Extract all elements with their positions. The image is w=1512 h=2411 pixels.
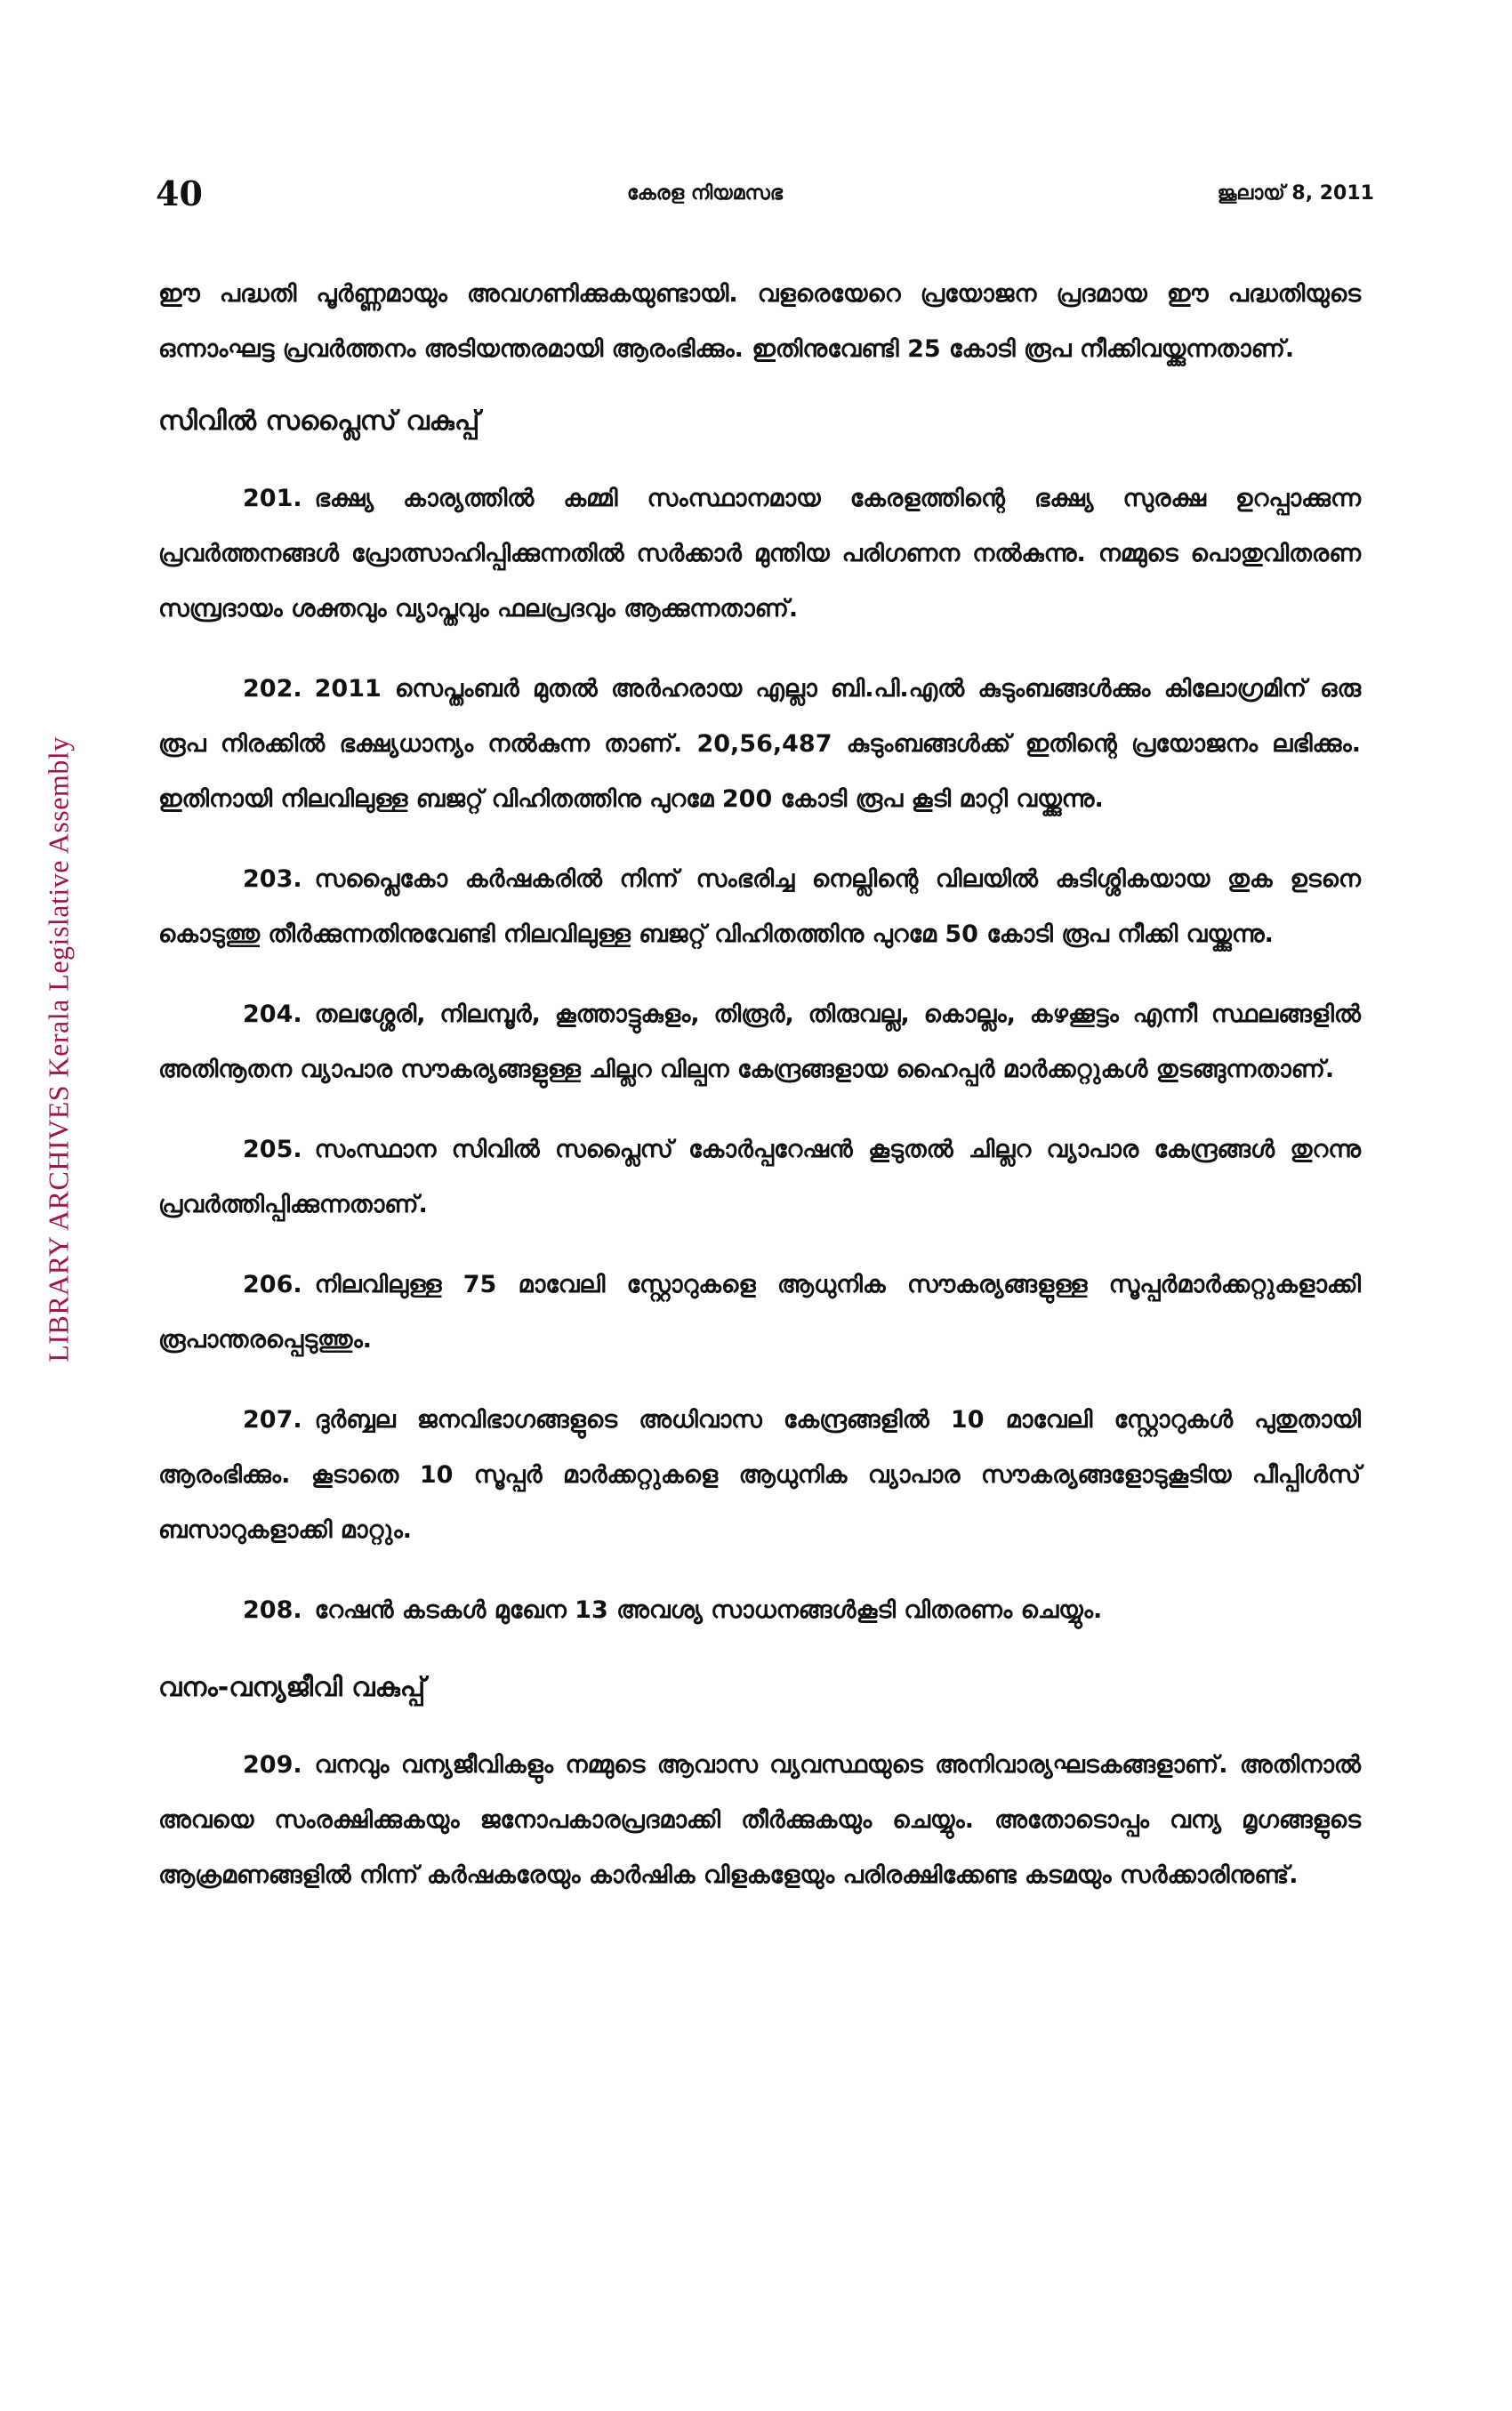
paragraph-204 [158,987,1361,1097]
section-heading-forest-wildlife: വനം-വന്യജീവി വകുപ്പ് [158,1672,426,1703]
paragraph-number: 205. [243,1136,302,1163]
paragraph-number: 202. [243,675,302,703]
paragraph-number: 208. [243,1596,302,1624]
section-heading-civil-supplies: സിവിൽ സപ്ലൈസ് വകുപ്പ് [158,406,480,437]
paragraph-207 [158,1393,1361,1558]
paragraph-209 [158,1738,1361,1903]
paragraph-205 [158,1122,1361,1233]
paragraph-number: 204. [243,1001,302,1028]
running-title: കേരള നിയമസഭ [627,182,783,205]
paragraph-text: നിലവിലുള്ള 75 മാവേലി സ്റ്റോറുകളെ ആധുനിക സൗകര്യങ്ങളുള്ള സൂപ്പർമാർക്കറ്റുകളാക്കി രൂപാന്തരപ്പെടുത്തും. [158,1271,1361,1354]
paragraph-text: 2011 സെപ്തംബർ മുതൽ അർഹരായ എല്ലാ ബി.പി.എൽ കുടുംബങ്ങൾക്കും കിലോഗ്രമിന് ഒരു രൂപ നിരക്കിൽ ഭക്ഷ്യധാന്യം നൽകുന്ന താണ്. 20,56,487 കുടുംബങ്ങൾക്ക് ഇതിന്റെ പ്രയോജനം ലഭിക്കും. ഇതിനായി നിലവിലുള്ള ബജറ്റ് വിഹിതത്തിനു പുറമേ 200 കോടി രൂപ കൂടി മാറ്റി വയ്ക്കുന്നു. [158,675,1361,813]
paragraph-number: 201. [243,485,302,512]
paragraph-208 [158,1583,1361,1638]
paragraph-text: ഭക്ഷ്യ കാര്യത്തിൽ കമ്മി സംസ്ഥാനമായ കേരളത്തിന്റെ ഭക്ഷ്യ സുരക്ഷ ഉറപ്പാക്കുന്ന പ്രവർത്തനങ്ങൾ പ്രോത്സാഹിപ്പിക്കുന്നതിൽ സർക്കാർ മുന്തിയ പരിഗണന നൽകുന്നു. നമ്മുടെ പൊതുവിതരണ സമ്പ്രദായം ശക്തവും വ്യാപ്തവും ഫലപ്രദവും ആക്കുന്നതാണ്. [158,485,1361,623]
header-date: ജൂലായ് 8, 2011 [1217,182,1374,205]
paragraph-203 [158,852,1361,962]
archive-watermark-text: LIBRARY ARCHIVES Kerala Legislative Assembly [42,736,75,1362]
paragraph-text: റേഷൻ കടകൾ മുഖേന 13 അവശ്യ സാധനങ്ങൾകൂടി വിതരണം ചെയ്യും. [314,1596,1103,1624]
paragraph-number: 206. [243,1271,302,1298]
paragraph-number: 207. [243,1406,302,1434]
paragraph-text: സംസ്ഥാന സിവിൽ സപ്ലൈസ് കോർപ്പറേഷൻ കൂടുതൽ ചില്ലറ വ്യാപാര കേന്ദ്രങ്ങൾ തുറന്നു പ്രവർത്തിപ്പിക്കുന്നതാണ്. [158,1136,1361,1218]
paragraph-number: 203. [243,865,302,893]
paragraph-text: വനവും വന്യജീവികളും നമ്മുടെ ആവാസ വ്യവസ്ഥയുടെ അനിവാര്യഘടകങ്ങളാണ്. അതിനാൽ അവയെ സംരക്ഷിക്കുകയും ജനോപകാരപ്രദമാക്കി തീർക്കുകയും ചെയ്യും. അതോടൊപ്പം വന്യ മൃഗങ്ങളുടെ ആക്രമണങ്ങളിൽ നിന്ന് കർഷകരേയും കാർഷിക വിളകളേയും പരിരക്ഷിക്കേണ്ട കടമയും സർക്കാരിനുണ്ട്. [158,1751,1361,1889]
page-number: 40 [156,173,203,213]
paragraph-206 [158,1258,1361,1368]
paragraph-text: സപ്ലൈകോ കർഷകരിൽ നിന്ന് സംഭരിച്ച നെല്ലിന്റെ വിലയിൽ കുടിശ്ശികയായ തുക ഉടനെ കൊടുത്തു തീർക്കുന്നതിനുവേണ്ടി നിലവിലുള്ള ബജറ്റ് വിഹിതത്തിനു പുറമേ 50 കോടി രൂപ നീക്കി വയ്ക്കുന്നു. [158,865,1361,948]
paragraph-201 [158,471,1361,637]
paragraph-number: 209. [243,1751,302,1779]
intro-paragraph: ഈ പദ്ധതി പൂർണ്ണമായും അവഗണിക്കുകയുണ്ടായി. വളരെയേറെ പ്രയോജന പ്രദമായ ഈ പദ്ധതിയുടെ ഒന്നാംഘട്ട പ്രവർത്തനം അടിയന്തരമായി ആരംഭിക്കും. ഇതിനുവേണ്ടി 25 കോടി രൂപ നീക്കിവയ്ക്കുന്നതാണ്. [158,280,1361,363]
paragraph-text: ദുർബ്ബല ജനവിഭാഗങ്ങളുടെ അധിവാസ കേന്ദ്രങ്ങളിൽ 10 മാവേലി സ്റ്റോറുകൾ പുതുതായി ആരംഭിക്കും. കൂടാതെ 10 സൂപ്പർ മാർക്കറ്റുകളെ ആധുനിക വ്യാപാര സൗകര്യങ്ങളോടുകൂടിയ പീപ്പിൾസ് ബസാറുകളാക്കി മാറ്റും. [158,1406,1361,1544]
paragraph-text: തലശ്ശേരി, നിലമ്പൂർ, കൂത്താട്ടുകുളം, തിരൂർ, തിരുവല്ല, കൊല്ലം, കഴക്കൂട്ടം എന്നീ സ്ഥലങ്ങളിൽ അതിനൂതന വ്യാപാര സൗകര്യങ്ങളുള്ള ചില്ലറ വില്പന കേന്ദ്രങ്ങളായ ഹൈപ്പർ മാർക്കറ്റുകൾ തുടങ്ങുന്നതാണ്. [158,1001,1361,1083]
page-header [156,165,1374,218]
paragraph-202 [158,662,1361,827]
document-body [158,267,1361,1928]
